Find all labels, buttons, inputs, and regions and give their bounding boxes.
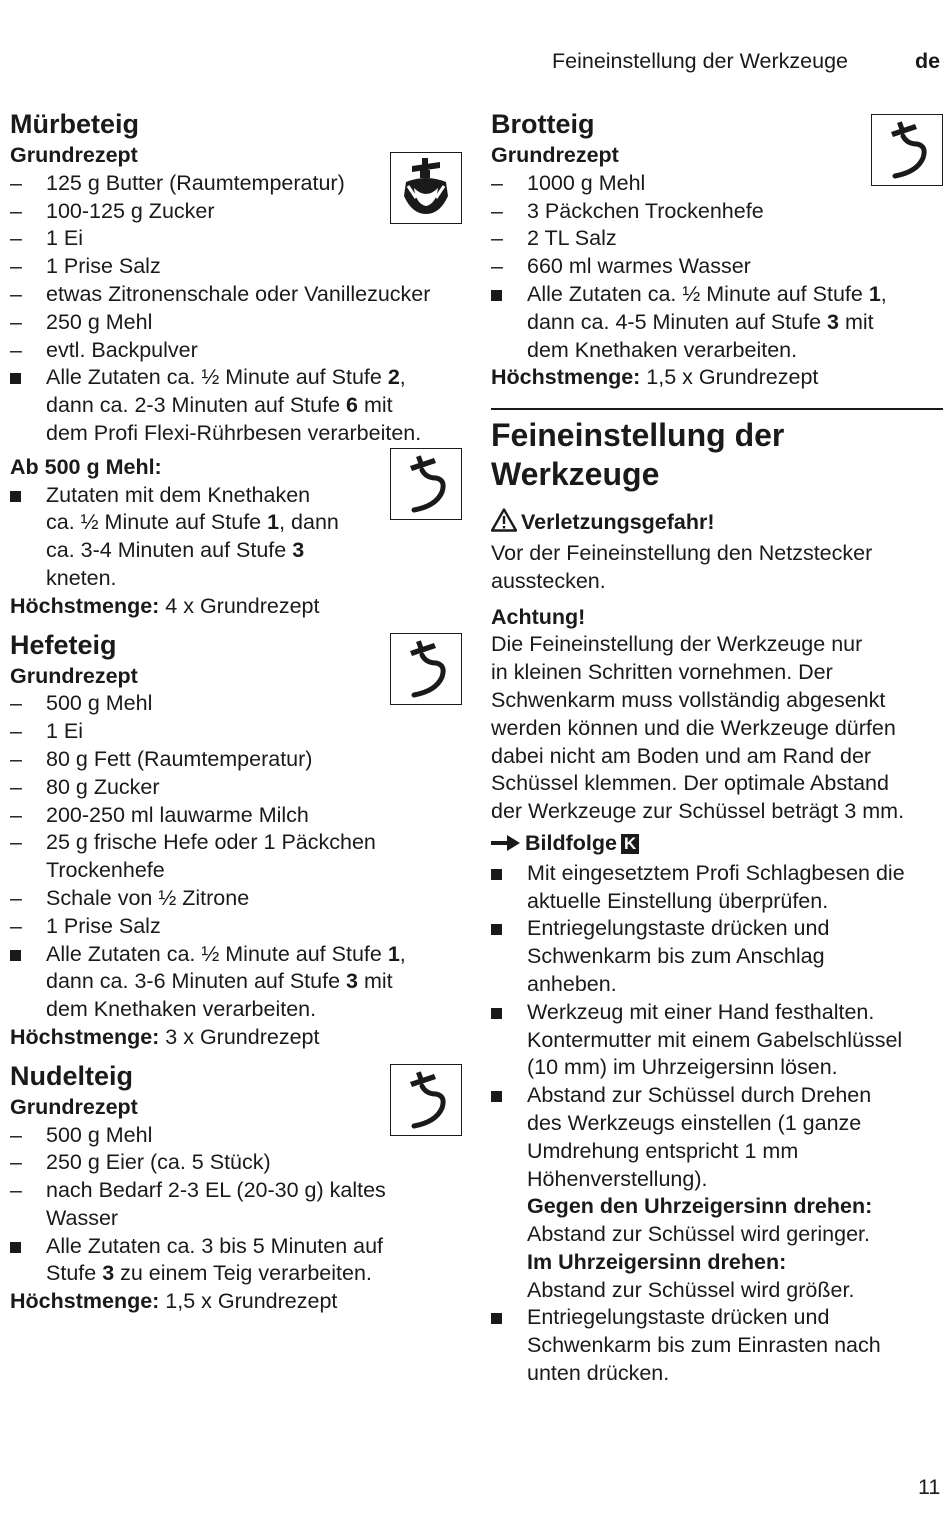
subheading: Grundrezept (491, 143, 619, 167)
kneading-hook-icon (390, 633, 462, 705)
ingredient-list (10, 690, 465, 940)
instruction-step: Entriegelungstaste drücken und Schwenkarm bis zum Anschlag anheben. (491, 915, 943, 998)
page-header (0, 48, 950, 78)
list-item: – 1 Ei (10, 226, 84, 251)
instruction-step: Entriegelungstaste drücken und Schwenkarm bis zum Einrasten nach unten drücken. (491, 1304, 943, 1387)
arrow-right-icon (491, 832, 521, 860)
list-item: – 80 g Fett (Raumtemperatur) (10, 746, 313, 771)
instruction-step: Alle Zutaten ca. 3 bis 5 Minuten auf Stufe 3 zu einem Teig verarbeiten. (10, 1233, 465, 1289)
section-divider (491, 408, 943, 410)
list-item: – Schale von ½ Zitrone (10, 885, 250, 910)
list-item: – 125 g Butter (Raumtemperatur) (10, 170, 345, 195)
instruction-step: Alle Zutaten ca. ½ Minute auf Stufe 2, dann ca. 2-3 Minuten auf Stufe 6 mit dem Profi Flexi-Rührbesen verarbeiten. (10, 364, 465, 447)
fine-adjustment-section (491, 416, 943, 1388)
warning-text: Vor der Feineinstellung den Netzstecker ausstecken. (491, 540, 873, 593)
list-item: – 250 g Mehl (10, 309, 153, 334)
recipe-brotteig (491, 108, 943, 392)
ccw-label: Gegen den Uhrzeigersinn drehen: (527, 1194, 873, 1219)
list-item: – 2 TL Salz (491, 226, 617, 251)
max-quantity: Höchstmenge: 1,5 x Grundrezept (10, 1289, 338, 1314)
recipe-hefeteig (10, 629, 465, 1052)
image-sequence-ref: Bildfolge K (491, 830, 943, 860)
cw-label: Im Uhrzeigersinn drehen: (527, 1249, 787, 1274)
list-item: – 500 g Mehl (10, 1122, 153, 1147)
list-item: – 1000 g Mehl (491, 170, 646, 195)
list-item: – 25 g frische Hefe oder 1 Päckchen Trockenhefe (10, 830, 376, 883)
section-title: Hefeteig (10, 629, 117, 660)
figure-letter-badge: K (621, 834, 639, 854)
instruction-step: Abstand zur Schüssel durch Drehen des Werkzeugs einstellen (1 ganze Umdrehung entspricht 1 mm Höhenverstellung). Gegen den Uhrzeigersinn drehen: Abstand zur Schüssel wird geringer. Im Uhrzeigersinn drehen: Abstand zur Schüssel wird größer. (491, 1082, 943, 1304)
instruction-step: Zutaten mit dem Knethaken ca. ½ Minute auf Stufe 1, dann ca. 3-4 Minuten auf Stufe 3 kneten. (10, 482, 465, 593)
instruction-step: Alle Zutaten ca. ½ Minute auf Stufe 1, dann ca. 3-6 Minuten auf Stufe 3 mit dem Knethaken verarbeiten. (10, 941, 465, 1024)
ingredient-list (491, 170, 943, 281)
left-column (10, 108, 465, 1316)
attention-heading: Achtung! (491, 604, 586, 629)
list-item: – 250 g Eier (ca. 5 Stück) (10, 1150, 271, 1175)
right-column (491, 108, 943, 1388)
section-title: Mürbeteig (10, 109, 140, 139)
list-item: – nach Bedarf 2-3 EL (20-30 g) kaltes Wasser (10, 1178, 386, 1230)
flexi-beater-icon (390, 152, 462, 224)
max-quantity: Höchstmenge: 1,5 x Grundrezept (491, 365, 819, 390)
instruction-step: Mit eingesetztem Profi Schlagbesen die aktuelle Einstellung überprüfen. (491, 860, 943, 916)
list-item: – 80 g Zucker (10, 774, 160, 799)
kneading-hook-icon (871, 114, 943, 186)
list-item: – etwas Zitronenschale oder Vanillezucker (10, 281, 431, 306)
subheading: Grundrezept (10, 663, 138, 688)
list-item: – 500 g Mehl (10, 691, 153, 716)
page-number: 11 (918, 1475, 941, 1499)
list-item: – 1 Ei (10, 719, 84, 744)
max-quantity: Höchstmenge: 4 x Grundrezept (10, 593, 320, 618)
subheading: Grundrezept (10, 143, 138, 167)
section-heading: Feineinstellung der Werkzeuge (491, 417, 785, 493)
list-item: – 200-250 ml lauwarme Milch (10, 802, 309, 827)
warning-triangle-icon (491, 508, 517, 540)
list-item: – evtl. Backpulver (10, 337, 198, 362)
list-item: – 660 ml warmes Wasser (491, 254, 751, 279)
warning-heading: Verletzungsgefahr! (491, 508, 943, 540)
header-title: Feineinstellung der Werkzeuge (552, 49, 848, 73)
kneading-hook-icon (390, 1064, 462, 1136)
recipe-muerbeteig (10, 108, 465, 621)
section-title: Nudelteig (10, 1060, 134, 1091)
recipe-nudelteig (10, 1060, 465, 1316)
list-item: – 3 Päckchen Trockenhefe (491, 198, 764, 223)
attention-text: Die Feineinstellung der Werkzeuge nur in kleinen Schritten vornehmen. Der Schwenkarm muss vollständig abgesenkt werden können und die Werkzeuge dürfen dabei nicht am Boden und am Rand der Schüssel klemmen. Der optimale Abstand der Werkzeuge zur Schüssel beträgt 3 mm. (491, 632, 905, 824)
list-item: – 1 Prise Salz (10, 254, 161, 279)
max-quantity: Höchstmenge: 3 x Grundrezept (10, 1024, 320, 1049)
instruction-step: Alle Zutaten ca. ½ Minute auf Stufe 1, dann ca. 4-5 Minuten auf Stufe 3 mit dem Knethaken verarbeiten. (491, 281, 943, 364)
instruction-step: Werkzeug mit einer Hand festhalten. Kontermutter mit einem Gabelschlüssel (10 mm) im Uhrzeigersinn lösen. (491, 999, 943, 1082)
language-code: de (915, 49, 941, 73)
section-title: Brotteig (491, 109, 595, 139)
list-item: – 100-125 g Zucker (10, 198, 215, 223)
kneading-hook-icon (390, 448, 462, 520)
ingredient-list (10, 1122, 465, 1233)
list-item: – 1 Prise Salz (10, 913, 161, 938)
subheading: Ab 500 g Mehl: (10, 454, 162, 479)
subheading: Grundrezept (10, 1094, 138, 1119)
